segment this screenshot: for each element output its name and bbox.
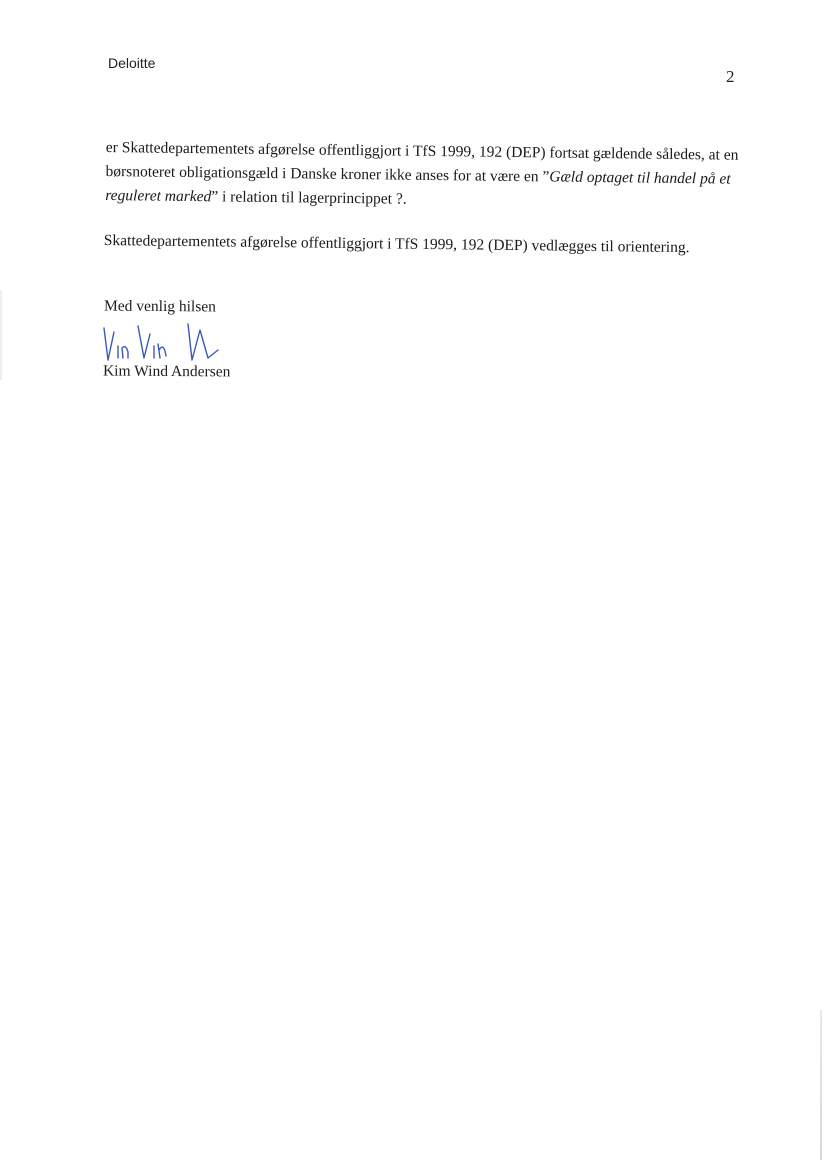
handwritten-signature — [96, 318, 236, 368]
paragraph-1-line-2-text: børsnoteret obligationsgæld i Danske kroner ikke anses for at være en ” — [105, 162, 550, 186]
paragraph-1-quote-end: reguleret marked — [105, 186, 212, 206]
company-logo: Deloitte — [108, 55, 156, 71]
closing-greeting: Med venlig hilsen — [103, 297, 217, 316]
paragraph-1-line-1: er Skattedepartementets afgørelse offentliggjort i TfS 1999, 192 (DEP) fortsat gældende således, at en — [105, 138, 739, 164]
signatory-name: Kim Wind Andersen — [102, 362, 231, 381]
scan-edge-artifact-left — [0, 290, 2, 380]
scan-edge-artifact — [820, 1010, 822, 1160]
paragraph-1-quote-start: Gæld optaget til handel på et — [549, 168, 731, 188]
paragraph-1 — [105, 136, 746, 216]
page-number: 2 — [726, 67, 735, 86]
paragraph-1-line-3-text: ” i relation til lagerprincippet ?. — [211, 188, 407, 208]
paragraph-2: Skattedepartementets afgørelse offentliggjort i TfS 1999, 192 (DEP) vedlægges til orientering. — [103, 231, 690, 257]
